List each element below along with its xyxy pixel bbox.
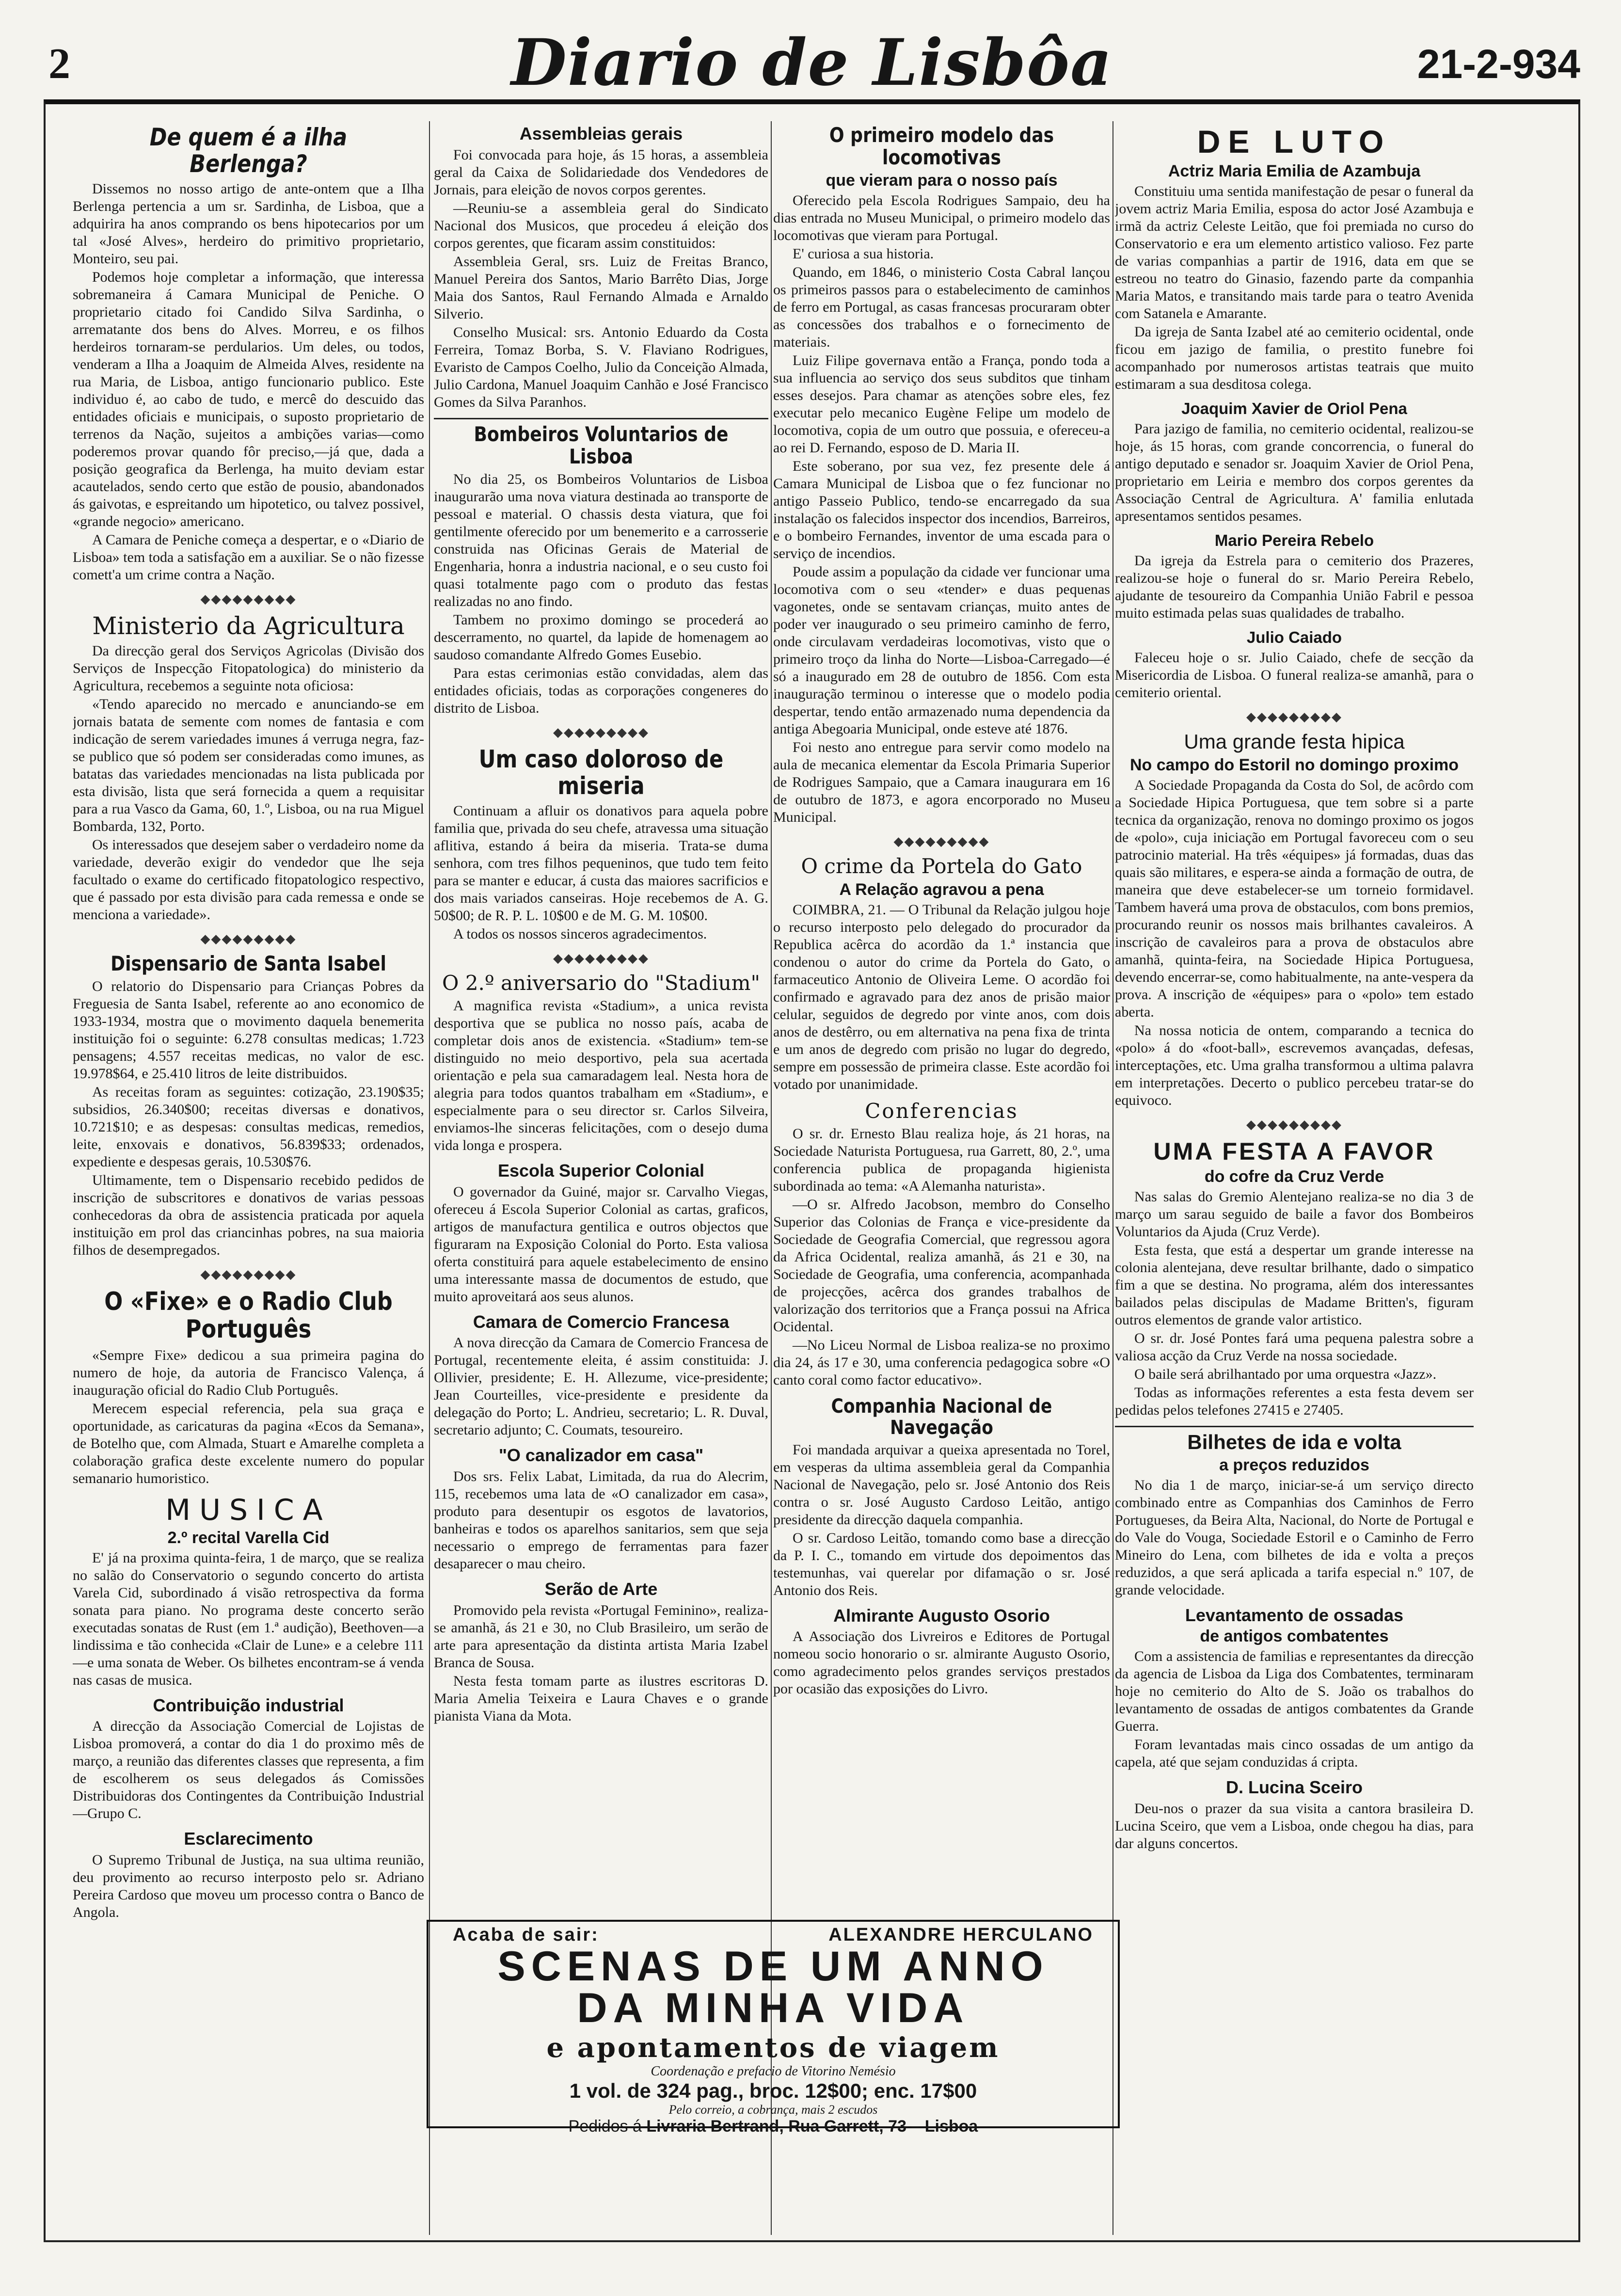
paragraph: —No Liceu Normal de Lisboa realiza-se no proximo dia 24, ás 17 e 30, uma conferencia pedagogica sobre «O canto coral como factor educativo».	[773, 1337, 1110, 1388]
subheadline: que vieram para o nosso país	[826, 171, 1058, 190]
headline: O «Fixe» e o Radio Club Português	[104, 1287, 393, 1344]
article-conferencias	[773, 1100, 1110, 1389]
headline: Conferencias	[865, 1099, 1018, 1123]
subheadline: No campo do Estoril no domingo proximo	[1129, 755, 1459, 774]
headline: De quem é a ilha Berlenga?	[149, 123, 348, 178]
column-4	[1115, 121, 1474, 2245]
paragraph: O baile será abrilhantado por uma orquestra «Jazz».	[1134, 1366, 1437, 1382]
paragraph: Constituiu uma sentida manifestação de pesar o funeral da jovem actriz Maria Emilia, esposa do actor José Azambuja e irmã da actriz Celeste Leitão, que foi premiada no curso do Conservatorio e era um elemento artistico valioso. Fez parte de varias companhias a partir de 1916, data em que se estreou no teatro do Ginasio, fazendo parte da companhia Maria Matos, e transitando mais tarde para o teatro Avenida com Satanela e Amarante.	[1115, 183, 1474, 321]
article-esclarecimento	[73, 1829, 424, 1921]
article-de-luto	[1115, 124, 1474, 393]
article-oriol-pena	[1115, 400, 1474, 525]
ornament-rule: ◆◆◆◆◆◆◆◆◆	[1246, 710, 1342, 724]
paragraph: Assembleia Geral, srs. Luiz de Freitas Branco, Manuel Pereira dos Santos, Mario Barrêto Dias, Jorge Maia dos Santos, Raul Fernando Almada e Arnaldo Silverio.	[434, 253, 768, 322]
article-festa-favor	[1115, 1138, 1474, 1419]
article-bombeiros	[434, 423, 768, 717]
article-body	[773, 901, 1110, 1093]
article-serao-arte	[434, 1579, 768, 1725]
paragraph: Da direcção geral dos Serviços Agricolas (Divisão dos Serviços de Inspecção Fitopatologica) do ministerio da Agricultura, recebemos a seguinte nota oficiosa:	[73, 643, 424, 694]
article-almirante	[773, 1606, 1110, 1698]
paragraph: Para jazigo de familia, no cemiterio ocidental, realizou-se hoje, ás 15 horas, com grande concorrencia, o funeral do antigo deputado e senador sr. Joaquim Xavier de Oriol Pena, proprietario em Leiria e membro dos corpos gerentes da Associação Central de Agricultura. A' familia enlutada apresentamos sentidos pesames.	[1115, 420, 1474, 524]
paragraph: «Sempre Fixe» dedicou a sua primeira pagina do numero de hoje, da autoria de Francisco Valença, á inauguração oficial do Radio Club Português.	[73, 1347, 424, 1398]
headline: Levantamento de ossadas	[1185, 1605, 1404, 1625]
paragraph: A Camara de Peniche começa a despertar, e o «Diario de Lisboa» tem toda a satisfação em a auxiliar. Se o não fizesse comett'a um crime contra a Nação.	[73, 532, 424, 583]
paragraph: Nesta festa tomam parte as ilustres escritoras D. Maria Amelia Teixeira e Laura Chaves e o grande pianista Viana da Mota.	[434, 1673, 768, 1724]
article-ossadas	[1115, 1606, 1474, 1771]
article-body	[1115, 183, 1474, 393]
ad-book-title-line1: SCENAS DE UM ANNO	[497, 1943, 1049, 1990]
paragraph: Foi convocada para hoje, ás 15 horas, a assembleia geral da Caixa de Solidariedade dos Vendedores de Jornais, para eleição de novos corpos gerentes.	[434, 146, 768, 198]
paragraph: A todos os nossos sinceros agradecimentos.	[453, 925, 707, 942]
headline: Bombeiros Voluntarios de Lisboa	[474, 422, 729, 468]
ad-price: 1 vol. de 324 pag., broc. 12$00; enc. 17$00	[569, 2079, 977, 2102]
article-body	[773, 1125, 1110, 1389]
subheadline: a preços reduzidos	[1219, 1455, 1369, 1474]
divider	[1115, 1426, 1474, 1427]
paragraph: Da igreja da Estrela para o cemiterio dos Prazeres, realizou-se hoje o funeral do sr. Mario Pereira Rebelo, ajudante de tesoureiro da Companhia União Fabril e pessoa muito estimada pelas suas qualidades de trabalho.	[1115, 553, 1474, 622]
ornament-rule: ◆◆◆◆◆◆◆◆◆	[1246, 1117, 1342, 1132]
paragraph: Foram levantadas mais cinco ossadas de um antigo da capela, até que sejam conduzidas á cripta.	[1115, 1737, 1474, 1770]
article-bilhetes	[1115, 1431, 1474, 1599]
paragraph: Tambem no proximo domingo se procederá ao descerramento, no quartel, da lapide de homenagem ao saudoso comandante Alfredo Gomes Eusebio.	[434, 611, 768, 663]
ad-post-note: Pelo correio, a cobrança, mais 2 escudos	[668, 2103, 878, 2117]
article-body	[434, 997, 768, 1154]
ad-author: ALEXANDRE HERCULANO	[828, 1925, 1094, 1945]
article-stadium	[434, 972, 768, 1154]
paragraph: Da igreja de Santa Izabel até ao cemiterio ocidental, onde ficou em jazigo de familia, o prestito funebre foi acompanhado por numerosos artistas teatrais que muito estimaram a sua desditosa colega.	[1115, 323, 1474, 392]
article-festa-hipica	[1115, 731, 1474, 1109]
paragraph: E' já na proxima quinta-feira, 1 de março, que se realiza no salão do Conservatorio o segundo concerto do artista Varela Cid, subordinado á visão retrospectiva da forma sonata para piano. No programa deste concerto serão executadas sonatas de Rust (em 1.ª audição), Beethoven—a lindissima e tão conhecida «Clair de Lune» e a celebre 111 —e uma sonata de Weber. Os bilhetes encontram-se á venda nas casas de musica.	[73, 1549, 424, 1688]
ornament-rule: ◆◆◆◆◆◆◆◆◆	[553, 725, 649, 739]
headline: Julio Caiado	[1246, 628, 1342, 647]
paragraph: Este soberano, por sua vez, fez presente dele á Camara Municipal de Lisboa que o fez funcionar no antigo Passeio Publico, tendo-se encarregado da sua instalação os falecidos inspector dos incendios, Barreiros, e o bombeiro Fernandes, inventor de uma escada para o serviço de incendios.	[773, 458, 1110, 562]
subheadline: 2.º recital Varella Cid	[167, 1528, 330, 1547]
paragraph: Podemos hoje completar a informação, que interessa sobremaneira á Camara Municipal de Peniche. O proprietario citado foi Candido Silva Sardinha, o arrematante dos bens do Alves. Morreu, e os filhos herdeiros tornaram-se perdularios. Um deles, ou todos, venderam a Ilha a Joaquim de Almeida Alves, residente na rua Maria, de Lisboa, antigo funcionario publico. Este individuo é, ao cabo de tudo, e mercê do descuido das entidades oficiais e municipais, o suposto proprietario de terrenos da Nação, sujeitos a ambições varias—como poderemos provar quando fôr preciso,—já que, dada a posição geografica da Berlenga, ha muito deviam estar acautelados, sendo certo que estão de pousio, abandonados ás gaivotas, e espreitando um hipotetico, ou talvez possivel, «grande negocio» americano.	[73, 269, 424, 529]
paragraph: Na nossa noticia de ontem, comparando a tecnica do «polo» á do «foot-ball», escrevemos avançadas, defesas, interceptações, etc. Uma gralha transformou a ultima palavra em interpretações. Decerto o publico percebeu tratar-se do equivoco.	[1115, 1022, 1474, 1108]
newspaper-title: Diario de Lisbôa	[511, 25, 1113, 100]
headline: Bilhetes de ida e volta	[1187, 1430, 1401, 1453]
article-pereira-rebelo	[1115, 532, 1474, 622]
paragraph: Esta festa, que está a despertar um grande interesse na colonia alentejana, deve resultar brilhante, dado o simpatico fim a que se destina. No programa, além dos interessantes bailados pelas discipulas de Madame Britten's, figuram outros elementos de grande valor artistico.	[1115, 1242, 1474, 1328]
headline: Ministerio da Agricultura	[92, 612, 405, 640]
article-body	[73, 1549, 424, 1689]
headline: Mario Pereira Rebelo	[1214, 531, 1374, 549]
article-body	[1115, 1188, 1474, 1419]
paragraph: Promovido pela revista «Portugal Feminino», realiza-se amanhã, ás 21 e 30, no Club Brasileiro, um serão de arte para apresentação da distinta artista Maria Izabel Branca de Sousa.	[434, 1602, 768, 1671]
paragraph: Com a assistencia de familias e representantes da direcção da agencia de Lisboa da Liga dos Combatentes, terminaram hoje no cemiterio do Alto de S. João os trabalhos do levantamento de ossadas de antigos combatentes da Grande Guerra.	[1115, 1648, 1474, 1735]
paragraph: Conselho Musical: srs. Antonio Eduardo da Costa Ferreira, Tomaz Borba, S. V. Flaviano Rodrigues, Evaristo de Campos Coelho, Julio da Conceição Almada, Julio Cardona, Manuel Joaquim Canhão e José Francisco Gomes da Silva Paranhos.	[434, 324, 768, 410]
article-body	[434, 802, 768, 943]
paragraph: A direcção da Associação Comercial de Lojistas de Lisboa promoverá, a contar do dia 1 do proximo mês de março, a reunião das diferentes classes que representa, a fim de escolherem os seus delegados ás Comissões Distribuidoras dos Contingentes da Contribuição Industrial—Grupo C.	[73, 1718, 424, 1822]
article-dispensario	[73, 953, 424, 1259]
paragraph: Todas as informações referentes a esta festa devem ser pedidas pelos telefones 27415 e 27405.	[1115, 1384, 1474, 1418]
article-lucina-sceiro	[1115, 1778, 1474, 1852]
article-julio-caiado	[1115, 629, 1474, 702]
paragraph: Merecem especial referencia, pela sua graça e oportunidade, as caricaturas da pagina «Ecos da Semana», de Botelho que, com Almada, Stuart e Amarelhe completa a colaboração grafica deste excelente numero do popular semanario humoristico.	[73, 1400, 424, 1486]
headline: Escola Superior Colonial	[497, 1161, 705, 1181]
article-body	[434, 1183, 768, 1306]
article-body	[434, 1602, 768, 1725]
ad-order-line	[438, 2117, 1108, 2136]
article-body	[773, 1441, 1110, 1599]
article-body	[73, 1851, 424, 1921]
article-body	[1115, 649, 1474, 702]
paragraph: No dia 1 de março, iniciar-se-á um serviço directo combinado entre as Companhias dos Caminhos de Ferro Portugueses, da Beira Alta, Nacional, do Norte de Portugal e do Vale do Vouga, Sociedade Estoril e o Caminho de Ferro Mineiro do Lena, com bilhetes de ida e volta a preços reduzidos, a que será aplicada a tarifa especial n.º 107, de grande velocidade.	[1115, 1477, 1474, 1598]
article-body	[1115, 1800, 1474, 1852]
ad-book-subtitle: e apontamentos de viagem	[546, 2032, 1000, 2064]
paragraph: Foi mandada arquivar a queixa apresentada no Torel, em vesperas da ultima assembleia geral da Companhia Nacional de Navegação, pelo sr. José Antonio dos Reis contra o sr. José Augusto Cardoso Leitão, antigo presidente da direcção daquela companhia.	[773, 1441, 1110, 1528]
paragraph: —Reuniu-se a assembleia geral do Sindicato Nacional dos Musicos, que procedeu á eleição dos corpos gerentes, que ficaram assim constituidos:	[434, 200, 768, 251]
ad-header	[438, 1925, 1108, 1945]
paragraph: O governador da Guiné, major sr. Carvalho Viegas, ofereceu á Escola Superior Colonial as cartas, graficos, artigos de manufactura gentilica e outros objectos que figuraram na Exposição Colonial do Porto. Esta valiosa oferta constituirá para aquele estabelecimento de ensino uma interessante massa de documentos de estudo, que muito aproveitará aos seus alunos.	[434, 1183, 768, 1305]
headline: MUSICA	[165, 1493, 332, 1527]
article-escola-colonial	[434, 1161, 768, 1306]
paragraph: O sr. Cardoso Leitão, tomando como base a direcção da P. I. C., tomando em virtude dos depoimentos das testemunhas, vai querelar por difamação o sr. José Antonio dos Reis.	[773, 1530, 1110, 1598]
paragraph: —O sr. Alfredo Jacobson, membro do Conselho Superior das Colonias de França e vice-presidente da Sociedade de Geografia Comercial, que regressou agora da Africa Ocidental, realiza amanhã, ás 21 e 30, na Sociedade de Geografia, uma conferencia, acompanhada de projecções, acêrca dos grandes trabalhos de valorização dos territorios que a França possui na Africa Ocidental.	[773, 1196, 1110, 1335]
article-body	[773, 1628, 1110, 1698]
paragraph: A Associação dos Livreiros e Editores de Portugal nomeou socio honorario o sr. almirante Augusto Osorio, como agradecimento pelos grandes serviços prestados por ocasião das exposições do Livro.	[773, 1628, 1110, 1697]
subheadline: A Relação agravou a pena	[839, 880, 1044, 899]
column-rule	[771, 121, 772, 2235]
column-3	[773, 121, 1110, 1910]
headline: Dispensario de Santa Isabel	[111, 952, 386, 975]
article-body	[73, 180, 424, 584]
article-camara-comercio	[434, 1312, 768, 1439]
ad-editor-note: Coordenação e prefacio de Vitorino Nemésio	[651, 2064, 896, 2079]
column-rule	[429, 121, 430, 2235]
paragraph: Foi nesto ano entregue para servir como modelo na aula de mecanica elementar da Escola Primaria Superior de Rodrigues Sampaio, que a Camara inaugurara em 16 de outubro de 1873, e agora encorporado no Museu Municipal.	[773, 739, 1110, 826]
ornament-rule: ◆◆◆◆◆◆◆◆◆	[200, 1267, 297, 1282]
ad-bookshop: Livraria Bertrand, Rua Garrett, 73 – Lisboa	[646, 2117, 978, 2136]
headline: Joaquim Xavier de Oriol Pena	[1181, 399, 1407, 417]
article-body	[73, 978, 424, 1259]
divider	[434, 418, 768, 419]
subheadline: de antigos combatentes	[1200, 1627, 1389, 1646]
article-caso-doloroso	[434, 746, 768, 943]
article-agricultura	[73, 613, 424, 924]
headline: Um caso doloroso de miseria	[478, 745, 724, 800]
article-body	[434, 1334, 768, 1439]
article-locomotivas	[773, 124, 1110, 826]
ornament-rule: ◆◆◆◆◆◆◆◆◆	[200, 932, 297, 946]
issue-date: 21-2-934	[1417, 41, 1580, 87]
ad-book-title-line2: DA MINHA VIDA	[577, 1985, 969, 2031]
headline: O crime da Portela do Gato	[801, 854, 1082, 878]
subheadline: do cofre da Cruz Verde	[1204, 1167, 1384, 1186]
paragraph: Deu-nos o prazer da sua visita a cantora brasileira D. Lucina Sceiro, que vem a Lisboa, onde chegou ha dias, para dar alguns concertos.	[1115, 1801, 1474, 1852]
article-body	[773, 192, 1110, 826]
article-body	[434, 471, 768, 717]
paragraph: Para estas cerimonias estão convidadas, alem das entidades oficiais, todas as corporações congeneres do distrito de Lisboa.	[434, 665, 768, 716]
paragraph: A Sociedade Propaganda da Costa do Sol, de acôrdo com a Sociedade Hipica Portuguesa, que tem sobre si a parte tecnica da organização, renova no domingo proximo os jogos de «polo», cuja iniciação em Portugal favoreceu com o seu patrocinio material. Ha três «équipes» já formadas, duas das quais são militares, e espera-se ainda a formação de outra, de maneira que deve estabelecer-se um torneio formidavel. Tambem haverá uma prova de obstaculos, com bons premios, procurando reunir os nossos mais brilhantes cavaleiros. A inscrição de cavaleiros para a prova de obstaculos abre amanhã, quinta-feira, na Sociedade Hipica Portuguesa, devendo encerrar-se, como habitualmente, na ante-vespera da prova. A inscrição de «équipes» para o «polo» tem estado aberta.	[1115, 777, 1474, 1020]
article-contribuicao	[73, 1696, 424, 1823]
paragraph: As receitas foram as seguintes: cotização, 23.190$35; subsidios, 26.340$00; receitas diversas e donativos, 10.721$10; e as despesas: consultas medicas, remedios, leite, enxovais e donativos, 56.839$33; ordenados, expediente e despesas gerais, 10.530$76.	[73, 1084, 424, 1170]
paragraph: E' curiosa a sua historia.	[793, 246, 934, 262]
paragraph: «Tendo aparecido no mercado e anunciando-se em jornais batata de semente com nomes de fantasia e com indicação de serem variedades imunes á verruga negra, faz-se publico que só podem ser consideradas como imunes, as batatas das variedades mencionadas na lista publicada por esta divisão, lista que será fornecida a quem a requisitar para a rua Vasco da Gama, 60, 1.º, Lisboa, ou na rua Miguel Bombarda, 132, Porto.	[73, 696, 424, 834]
paragraph: No dia 25, os Bombeiros Voluntarios de Lisboa inaugurarão uma nova viatura destinada ao transporte de pessoal e material. O chassis desta viatura, que foi gentilmente oferecido por um benemerito e a carrosserie construida nas Oficinas Gerais de Material de Engenharia, honra a industria nacional, e o seu custo foi quasi totalmente pago com o produto das festas realizadas no ano findo.	[434, 471, 768, 609]
column-1	[73, 121, 424, 2245]
paragraph: O sr. dr. José Pontes fará uma pequena palestra sobre a valiosa acção da Cruz Verde na nossa sociedade.	[1115, 1330, 1474, 1364]
article-body	[1115, 1477, 1474, 1599]
paragraph: O Supremo Tribunal de Justiça, na sua ultima reunião, deu provimento ao recurso interposto pelo sr. Adriano Pereira Cardoso que moveu um processo contra o Banco de Angola.	[73, 1851, 424, 1920]
headline: Contribuição industrial	[153, 1695, 344, 1715]
paragraph: A nova direcção da Camara de Comercio Francesa de Portugal, recentemente eleita, é assim constituida: J. Ollivier, presidente; E. H. Allezume, vice-presidente; Jean Courteilles, vice-presidente e presidente da delegação do Porto; L. Andrieu, secretario; L. R. Duval, secretario adjunto; C. Coumats, tesoureiro.	[434, 1335, 768, 1438]
ad-intro: Acaba de sair:	[453, 1925, 599, 1945]
article-body	[1115, 552, 1474, 622]
article-body	[73, 642, 424, 924]
article-radio-club	[73, 1288, 424, 1487]
ornament-rule: ◆◆◆◆◆◆◆◆◆	[553, 951, 649, 965]
paragraph: Poude assim a população da cidade ver funcionar uma locomotiva com o seu «tender» e duas pequenas vagonetes, onde se sentavam crianças, muito antes de poder ver inaugurado o seu primeiro caminho de ferro, onde circulavam verdadeiras locomotivas, visto que o primeiro troço da linha do Norte—Lisboa-Carregado—é só a inaugurado em 28 de outubro de 1856. Com esta inauguração terminou o interesse que o modelo podia despertar, tendo então armazenado numa dependencia da antiga Abegoaria Municipal, onde esteve até 1876.	[773, 564, 1110, 737]
ornament-rule: ◆◆◆◆◆◆◆◆◆	[200, 592, 297, 606]
paragraph: Oferecido pela Escola Rodrigues Sampaio, deu ha dias entrada no Museu Municipal, o primeiro modelo das locomotivas que vieram para Portugal.	[773, 192, 1110, 244]
column-2	[434, 121, 768, 1910]
headline: Esclarecimento	[184, 1829, 313, 1849]
paragraph: Luiz Filipe governava então a França, pondo toda a sua influencia ao serviço dos seus subditos que tinham esses desejos. Para chamar as atenções sobre eles, fez executar pelo mecanico Eugène Felipe um modelo de locomotiva, copia de um outro que possuia, e ofereceu-a ao rei D. Fernando, esposo de D. Maria II.	[773, 352, 1110, 456]
article-companhia-navegacao	[773, 1396, 1110, 1599]
book-advertisement	[427, 1920, 1120, 2136]
headline: Assembleias gerais	[519, 124, 683, 144]
paragraph: Continuam a afluir os donativos para aquela pobre familia que, privada do seu chefe, atravessa uma situação aflitiva, estando á beira da miseria. Trata-se duma senhora, com tres filhos pequeninos, que tudo tem feito para se manter e educar, á custa das maiores sacrificios e dos mais variados canseiras. Hoje recebemos de A. G. 50$00; de R. P. L. 10$00 e de M. G. M. 10$00.	[434, 802, 768, 924]
headline: Uma grande festa hipica	[1184, 730, 1405, 753]
headline: Companhia Nacional de Navegação	[831, 1395, 1052, 1439]
article-body	[434, 1468, 768, 1573]
article-body	[1115, 777, 1474, 1109]
paragraph: Dos srs. Felix Labat, Limitada, da rua do Alecrim, 115, recebemos uma lata de «O canalizador em casa», produto para desentupir os esgotos de lavatorios, banheiras e todos os aparelhos sanitarios, sem que seja necessario o emprego de ferramentas para fazer desaparecer o mau cheiro.	[434, 1468, 768, 1572]
paragraph: O sr. dr. Ernesto Blau realiza hoje, ás 21 horas, na Sociedade Naturista Portuguesa, rua Garrett, 80, 2.º, uma conferencia publica de propaganda higienista subordinada ao tema: «A Alemanha naturista».	[773, 1125, 1110, 1194]
article-body	[434, 146, 768, 411]
paragraph: Os interessados que desejem saber o verdadeiro nome da variedade, deverão exigir do vendedor que lhe seja facultado o exame do certificado fitopatologico respectivo, que é passado por esta divisão para cada remessa e onde se menciona a variedade».	[73, 837, 424, 923]
article-portela-gato	[773, 855, 1110, 1093]
paragraph: A magnifica revista «Stadium», a unica revista desportiva que se publica no nosso país, acaba de completar dois anos de existencia. «Stadium» tem-se distinguido no meio desportivo, pela sua acertada orientação e pela sua camaradagem leal. Nesta hora de alegria para todos quantos trabalham em «Stadium», e especialmente para o seu director sr. Carlos Silveira, enviamos-lhe sinceras felicitações, com o desejo duma vida longa e prospera.	[434, 998, 768, 1154]
ad-order-prefix: Pedidos á	[568, 2117, 642, 2136]
headline: Serão de Arte	[544, 1578, 658, 1599]
paragraph: Faleceu hoje o sr. Julio Caiado, chefe de secção da Misericordia de Lisboa. O funeral realiza-se amanhã, para o cemiterio oriental.	[1115, 650, 1474, 701]
article-canalizador	[434, 1446, 768, 1573]
paragraph: Dissemos no nosso artigo de ante-ontem que a Ilha Berlenga pertencia a um sr. Sardinha, de Lisboa, que a adquirira ha anos comprando os bens hipotecarios por um tal «José Alves», herdeiro do primitivo proprietario, Monteiro, seu pai.	[73, 181, 424, 267]
ornament-rule: ◆◆◆◆◆◆◆◆◆	[893, 834, 990, 849]
paragraph: O relatorio do Dispensario para Crianças Pobres da Freguesia de Santa Isabel, referente ao ano economico de 1933-1934, mostra que o movimento daquela benemerita instituição foi o seguinte: 6.278 consultas medicas; 1.723 pensagens; 4.557 receitas medicas, no valor de esc. 19.978$64, e 25.410 litros de leite distribuidos.	[73, 978, 424, 1082]
article-body	[73, 1347, 424, 1487]
column-rule	[1112, 121, 1113, 2235]
headline: DE LUTO	[1197, 124, 1392, 159]
subheadline: Actriz Maria Emilia de Azambuja	[1168, 161, 1421, 180]
paragraph: COIMBRA, 21. — O Tribunal da Relação julgou hoje o recurso interposto pelo delegado do procurador da Republica acêrca do acordão da 1.ª instancia que condenou o autor do crime da Portela do Gato, o farmaceutico Antonio de Oliveira Leme. O acordão foi confirmado e agravado para dez anos de prisão maior celular, seguidos de degredo por vinte anos, com dois anos de destêrro, ou em alternativa na pena fixa de trinta e um anos de degredo com prisão no lugar do degredo, sempre em possessão de primeira classe. Este acordão foi votado por unanimidade.	[773, 901, 1110, 1092]
headline: D. Lucina Sceiro	[1225, 1777, 1363, 1798]
article-musica	[73, 1494, 424, 1689]
article-body	[1115, 420, 1474, 525]
headline: O primeiro modelo das locomotivas	[829, 123, 1054, 170]
paragraph: Ultimamente, tem o Dispensario recebido pedidos de inscrição de subscritores e donativos de varias pessoas conhecedoras da obra de assistencia praticada por aquela instituição em prol das criancinhas pobres, na sua maioria filhos de desempregados.	[73, 1172, 424, 1259]
article-body	[73, 1718, 424, 1822]
headline: Camara de Comercio Francesa	[473, 1311, 730, 1332]
article-body	[1115, 1648, 1474, 1771]
paragraph: Nas salas do Gremio Alentejano realiza-se no dia 3 de março um sarau seguido de baile a favor dos Bombeiros Voluntarios da Ajuda (Cruz Verde).	[1115, 1188, 1474, 1240]
headline: "O canalizador em casa"	[498, 1445, 704, 1466]
page-number: 2	[48, 40, 70, 88]
paragraph: Quando, em 1846, o ministerio Costa Cabral lançou os primeiros passos para o estabelecimento de caminhos de ferro em Portugal, as casas francesas procuraram obter as concessões dos trabalhos e o fornecimento de materiais.	[773, 264, 1110, 351]
headline: UMA FESTA A FAVOR	[1153, 1137, 1435, 1165]
headline: Almirante Augusto Osorio	[833, 1605, 1050, 1626]
article-assembleias	[434, 124, 768, 411]
article-berlenga	[73, 124, 424, 584]
headline: O 2.º aniversario do "Stadium"	[442, 971, 760, 995]
